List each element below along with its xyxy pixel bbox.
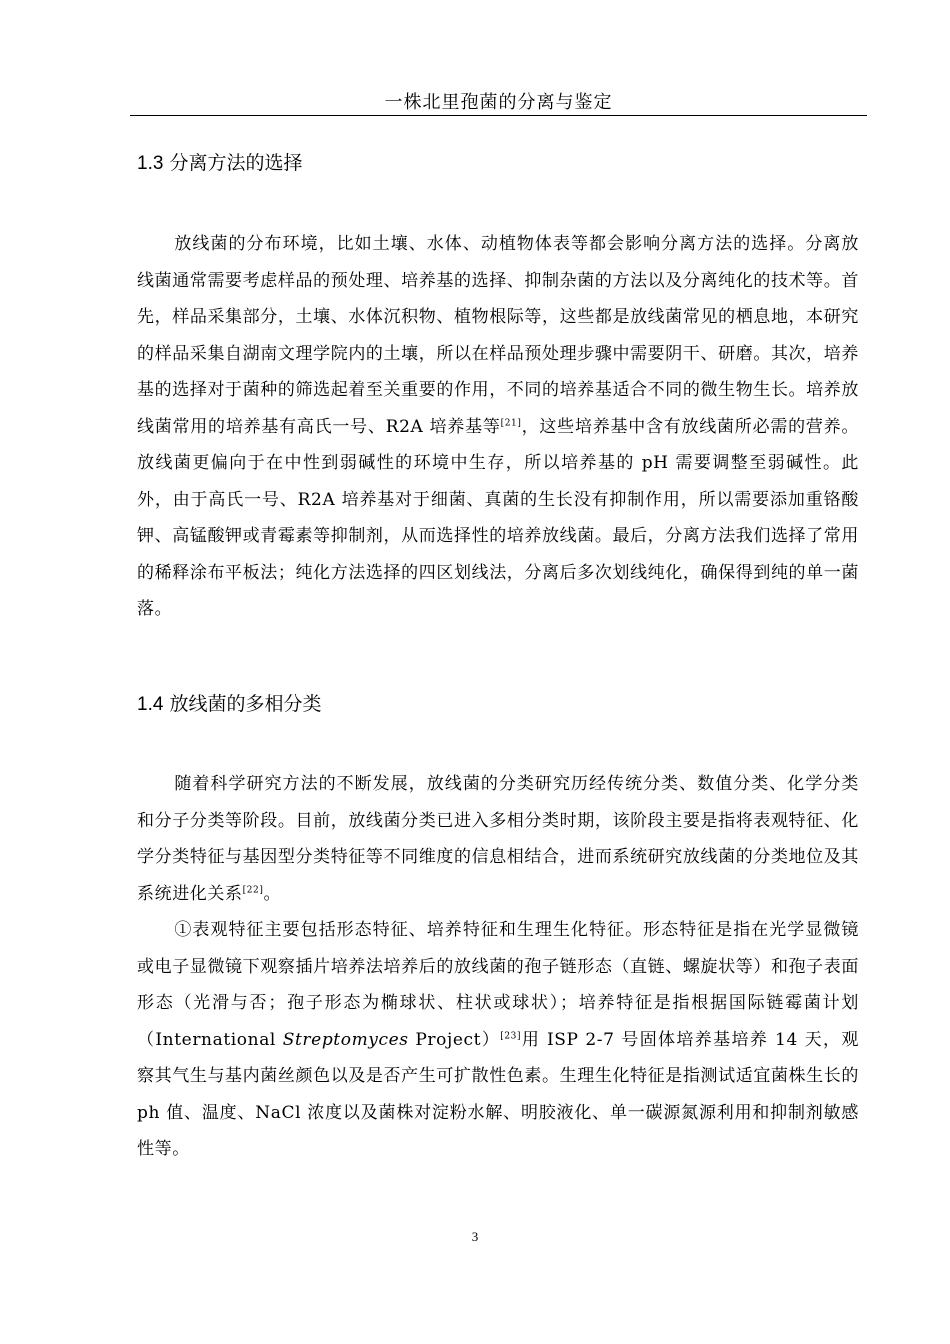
header-divider: [130, 115, 867, 116]
paragraph: [137, 912, 859, 1168]
paragraph: [137, 766, 859, 912]
section-number: 1.4: [137, 694, 164, 715]
paragraph-text: 用 ISP 2-7 号固体培养基培养 14 天，观察其气生与基内菌丝颜色以及是否产生可扩散性色素。生理生化特征是指测试适宜菌株生长的 ph 值、温度、NaCl 浓度以及菌株对淀粉水解、明胶液化、单一碳源氮源利用和抑制剂敏感性等。: [137, 1029, 860, 1159]
citation: [23]: [500, 1030, 522, 1041]
species-name: Streptomyces: [282, 1029, 409, 1050]
paragraph-text: Project）: [408, 1029, 501, 1050]
section-heading-1-3: [137, 148, 302, 179]
section-number: 1.3: [137, 153, 164, 174]
section-1-3-body: [137, 226, 859, 628]
paragraph-text: ，这些培养基中含有放线菌所必需的营养。放线菌更偏向于在中性到弱碱性的环境中生存，所以培养基的 pH 需要调整至弱碱性。此外，由于高氏一号、R2A 培养基对于细菌、真菌的生长没有抑制作用，所以需要添加重铬酸钾、高锰酸钾或青霉素等抑制剂，从而选择性的培养放线菌。最后，分离方法我们选择了常用的稀释涂布平板法；纯化方法选择的四区划线法，分离后多次划线纯化，确保得到纯的单一菌落。: [137, 416, 859, 619]
paragraph-text: 。: [263, 883, 282, 904]
paragraph-text: ①表观特征主要包括形态特征、培养特征和生理生化特征。形态特征是指在光学显微镜或电子显微镜下观察插片培养法培养后的放线菌的孢子链形态（直链、螺旋状等）和孢子表面形态（光滑与否；孢子形态为椭球状、柱状或球状）；培养特征是指根据国际链霉菌计划（International: [137, 920, 859, 1050]
paragraph-text: 随着科学研究方法的不断发展，放线菌的分类研究历经传统分类、数值分类、化学分类和分子分类等阶段。目前，放线菌分类已进入多相分类时期，该阶段主要是指将表观特征、化学分类特征与基因型分类特征等不同维度的信息相结合，进而系统研究放线菌的分类地位及其系统进化关系: [137, 774, 859, 904]
running-header: 一株北里孢菌的分离与鉴定: [384, 92, 613, 113]
section-heading-1-4: [137, 689, 321, 720]
citation: [21]: [500, 417, 522, 428]
citation: [22]: [242, 884, 264, 895]
paragraph: [137, 226, 859, 628]
page-number: 3: [471, 1229, 479, 1244]
paragraph-text: 放线菌的分布环境，比如土壤、水体、动植物体表等都会影响分离方法的选择。分离放线菌通常需要考虑样品的预处理、培养基的选择、抑制杂菌的方法以及分离纯化的技术等。首先，样品采集部分，土壤、水体沉积物、植物根际等，这些都是放线菌常见的栖息地，本研究的样品采集自湖南文理学院内的土壤，所以在样品预处理步骤中需要阴干、研磨。其次，培养基的选择对于菌种的筛选起着至关重要的作用，不同的培养基适合不同的微生物生长。培养放线菌常用的培养基有高氏一号、R2A 培养基等: [137, 234, 859, 437]
section-title: 分离方法的选择: [169, 152, 303, 174]
section-1-4-body: [137, 766, 859, 1168]
section-title: 放线菌的多相分类: [169, 693, 322, 715]
